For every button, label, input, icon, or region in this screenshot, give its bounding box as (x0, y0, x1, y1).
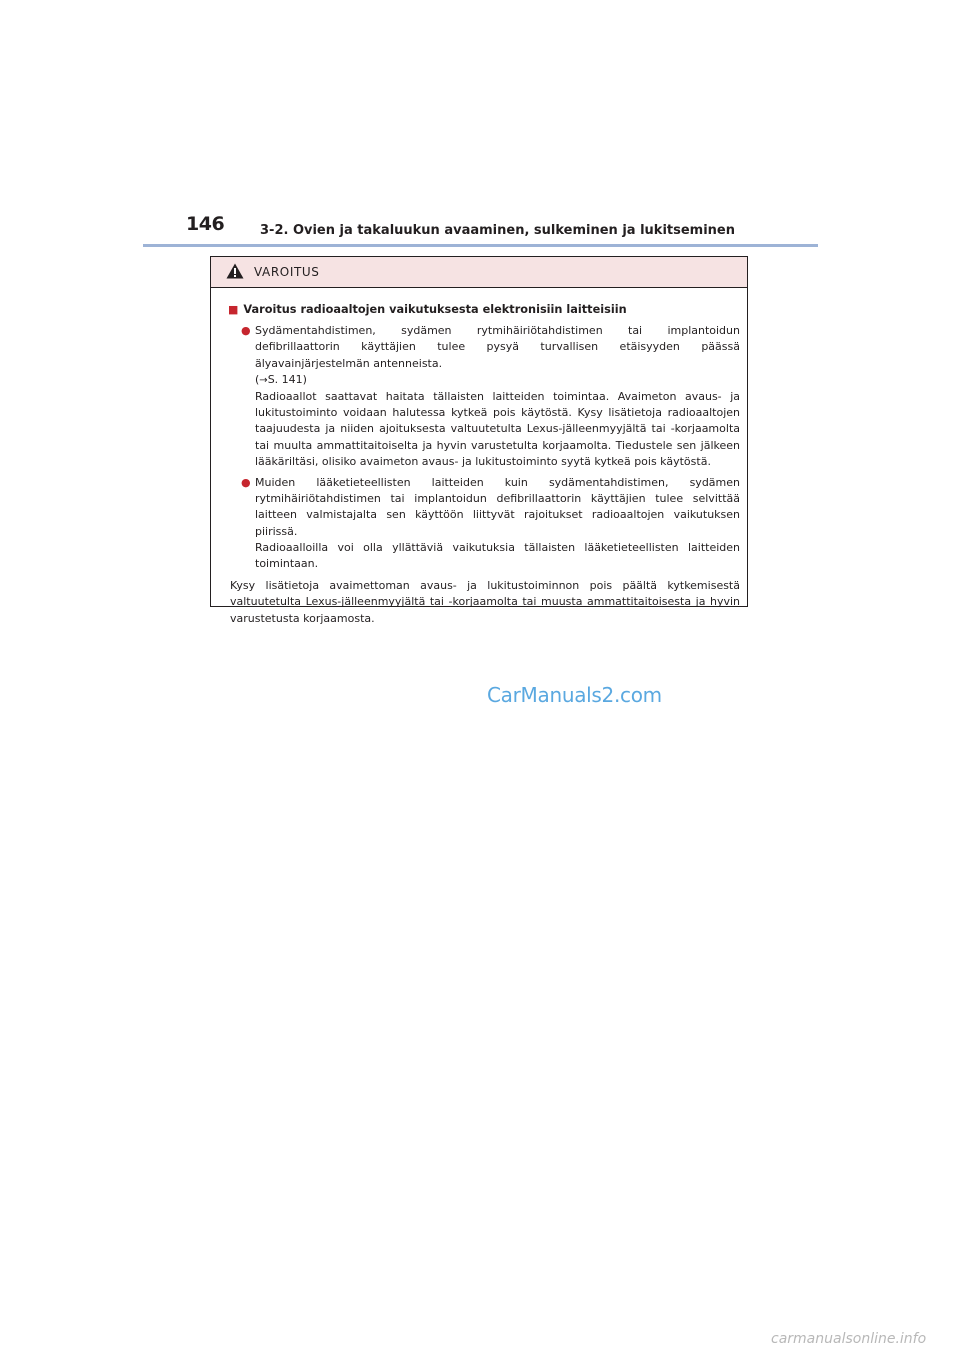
bullet-text (255, 323, 740, 470)
warning-body (211, 288, 747, 627)
closing-paragraph: Kysy lisätietoja avaimettoman avaus- ja lukitustoiminnon pois päältä kytkemisestä valtuutetulta Lexus-jälleenmyyjältä tai -korjaamolta tai muusta ammattitaitoisesta ja hyvin varustetusta korjaamosta. (230, 579, 740, 625)
circle-bullet-icon: ● (241, 476, 251, 490)
bullet-paragraph: Radioaalloilla voi olla yllättäviä vaikutuksia tällaisten lääketieteellisten laitteiden toimintaan. (255, 540, 740, 571)
bullet-text (255, 475, 740, 572)
square-bullet-icon: ■ (228, 303, 239, 316)
arrow-right-icon: → (259, 374, 268, 386)
warning-header (211, 257, 747, 288)
section-heading (228, 302, 740, 318)
watermark: CarManuals2.com (487, 683, 662, 707)
footer-brand: carmanualsonline.info (771, 1331, 927, 1347)
section-heading-text: Varoitus radioaaltojen vaikutuksesta elektronisiin laitteisiin (243, 303, 627, 316)
page-number: 146 (186, 213, 225, 235)
bullet-item (241, 323, 740, 470)
warning-title: VAROITUS (254, 265, 320, 279)
bullet-paragraph: Muiden lääketieteellisten laitteiden kuin sydämentahdistimen, sydämen rytmihäiriötahdistimen tai implantoidun defibrillaattorin käyttäjien tulee selvittää laitteen valmistajalta sen käyttöön liittyvät rajoitukset radioaaltojen vaikutuksen piirissä. (255, 476, 740, 538)
page-reference-text: S. 141) (267, 372, 307, 386)
header-rule (143, 244, 818, 247)
warning-box (210, 256, 748, 625)
chapter-title: 3-2. Ovien ja takaluukun avaaminen, sulkeminen ja lukitseminen (260, 223, 736, 238)
bullet-paragraph: Sydämentahdistimen, sydämen rytmihäiriötahdistimen tai implantoidun defibrillaattorin käyttäjien tulee pysyä turvallisen etäisyyden päässä älyavainjärjestelmän antenneista. (255, 324, 740, 370)
bullet-item (241, 475, 740, 572)
bullet-paragraph: Radioaallot saattavat haitata tällaisten laitteiden toimintaa. Avaimeton avaus- ja lukitustoiminto voidaan halutessa kytkeä pois käytöstä. Kysy lisätietoja radioaaltojen taajuudesta ja niiden ajoituksesta valtuutetulta Lexus-jälleenmyyjältä tai -korjaamolta tai muulta ammattitaitoiselta ja hyvin varustetulta korjaamolta. Tiedustele sen jälkeen lääkäriltäsi, olisiko avaimeton avaus- ja lukitustoiminto syytä kytkeä pois käytöstä. (255, 390, 740, 468)
page-reference: (→S. 141) (255, 372, 307, 386)
warning-triangle-icon (226, 263, 244, 279)
circle-bullet-icon: ● (241, 324, 251, 338)
